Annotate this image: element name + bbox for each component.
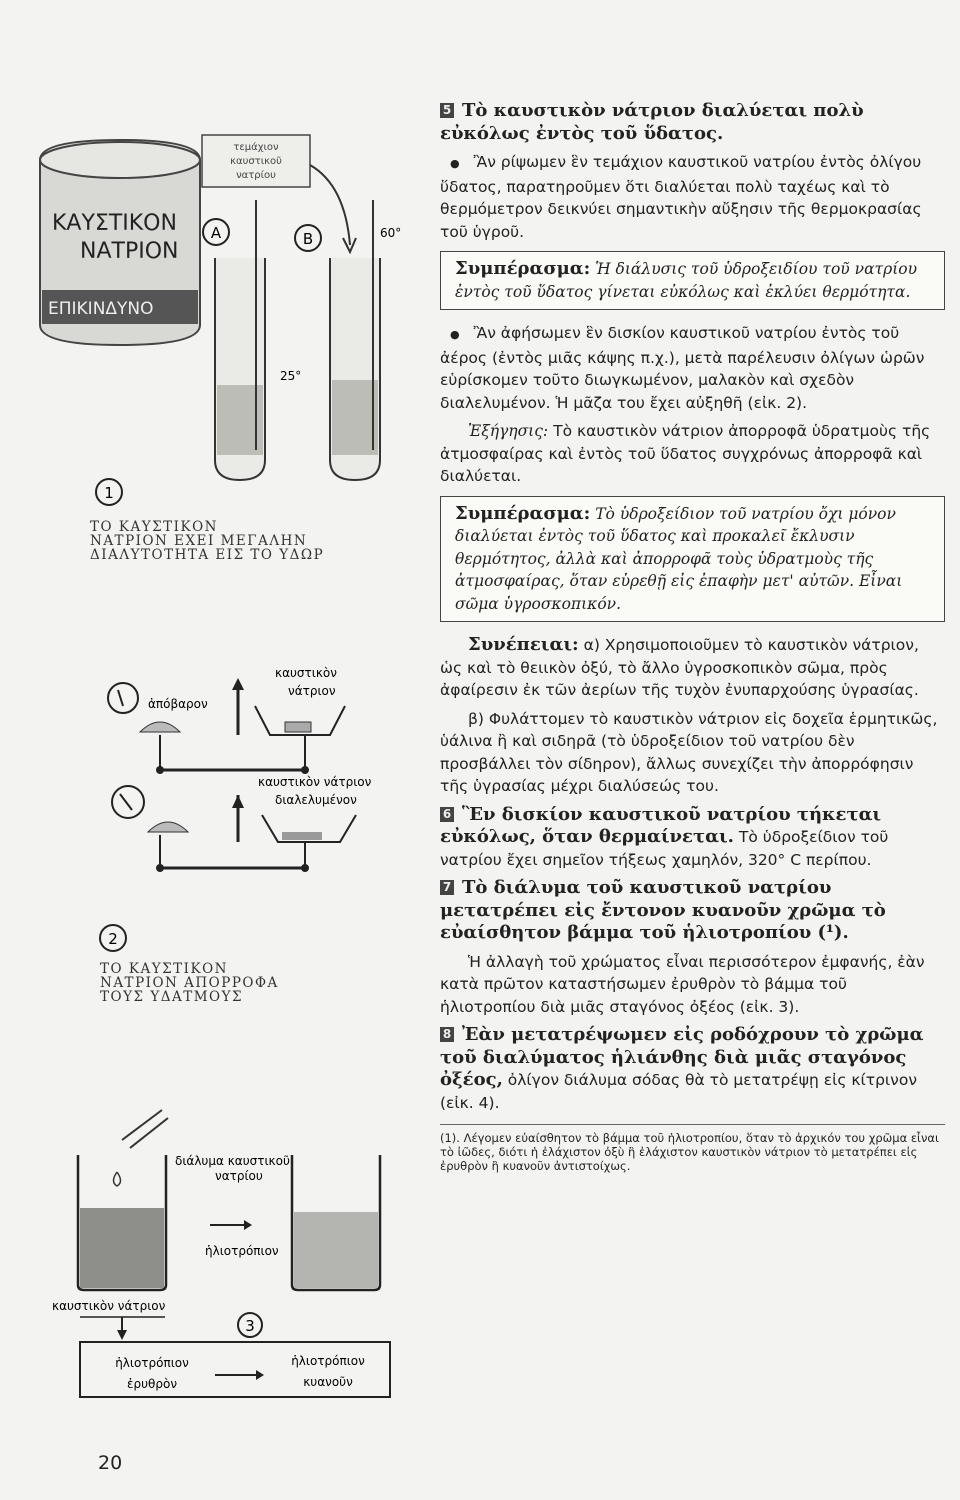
- piece-label-3: νατρίου: [236, 170, 276, 181]
- section-6: 6 Ἓν δισκίον καυστικοῦ νατρίου τήκεται εὐκόλως, ὅταν θερμαίνεται. Τὸ ὑδροξείδιον τοῦ νατρίου ἔχει σημεῖον τήξεως χαμηλόν, 320° C περίπου.: [440, 803, 889, 869]
- consequences-b: β) Φυλάττομεν τὸ καυστικὸν νάτριον εἰς δοχεῖα ἑρμητικῶς, ὑάλινα ἢ καὶ σιδηρᾶ (τὸ ὑδροξείδιον τοῦ νατρίου δὲν προσβάλλει τὸν σίδηρον), ἄλλως συνεχίζει τὴν ἀπορρόφησιν τῆς ὑγρασίας μέχρι διαλύσεώς του.: [440, 709, 938, 795]
- label-dissolved-1: καυστικὸν νάτριον: [258, 775, 372, 789]
- section-8: 8 Ἐὰν μετατρέψωμεν εἰς ροδόχρουν τὸ χρῶμα τοῦ διαλύματος ἡλιάνθης διὰ μιᾶς σταγόνος ὀξέος, ὀλίγον διάλυμα σόδας θὰ τὸ μετατρέψῃ εἰς κίτρινον (εἰκ. 4).: [440, 1024, 924, 1112]
- tube-a-label: A: [210, 224, 222, 242]
- label-tare: ἀπόβαρον: [148, 697, 208, 711]
- label-dissolved-2: διαλελυμένον: [275, 793, 357, 807]
- figure-1-illustration: [40, 135, 401, 505]
- figure-2-number: 2: [108, 930, 118, 948]
- section-5-paragraph-1: ● Ἂν ρίψωμεν ἓν τεμάχιον καυστικοῦ νατρίου ἐντὸς ὀλίγου ὕδατος, παρατηροῦμεν ὅτι διαλύεται πολὺ ταχέως καὶ τὸ θερμόμετρον δεικνύει σημαντικὴν αὔξησιν τῆς θερμοκρασίας τοῦ ὑγροῦ.: [440, 151, 945, 243]
- can-label-1: ΚΑΥΣΤΙΚΟΝ: [52, 211, 177, 236]
- figure-2-caption: ΤΟ ΚΑΥΣΤΙΚΟΝ ΝΑΤΡΙΟΝ ΑΠΟΡΡΟΦΑ ΤΟΥΣ ΥΔΑΤΜΟΥΣ: [100, 961, 279, 1005]
- figure-2-illustration: [100, 666, 372, 951]
- section-5-heading: 5 Τὸ καυστικὸν νάτριον διαλύεται πολὺ εὐκόλως ἐντὸς τοῦ ὕδατος.: [440, 100, 864, 144]
- conclusion-box-2: Συμπέρασμα: Τὸ ὑδροξείδιον τοῦ νατρίου ὄχι μόνον διαλύεται ἐντὸς τοῦ ὕδατος καὶ προκαλεῖ ἔκλυσιν θερμότητος, ἀλλὰ καὶ ἀπορροφᾶ τοὺς ὑδρατμοὺς τῆς ἀτμοσφαίρας, ὅταν εὑρεθῇ εἰς ἐπαφὴν μετ' αὐτῶν. Εἶναι σῶμα ὑγροσκοπικόν.: [440, 496, 945, 623]
- figures-column: [0, 0, 440, 1500]
- page-number: 20: [98, 1452, 123, 1474]
- label-naoh-1: καυστικὸν: [275, 666, 337, 680]
- piece-label-2: καυστικοῦ: [230, 156, 282, 167]
- temp-low: 25°: [280, 369, 302, 383]
- footnote: (1). Λέγομεν εὐαίσθητον τὸ βάμμα τοῦ ἡλιοτροπίου, ὅταν τὸ ἀρχικόν του χρῶμα εἶναι τὸ ἰῶδες, διότι ἡ ἐλάχιστον ὀξὺ ἢ ἐλάχιστον καυστικὸν νάτριον τὸ μετατρέπει εἰς ἐρυθρὸν ἢ κυανοῦν ἀντιστοίχως.: [440, 1124, 945, 1173]
- box-right-2: κυανοῦν: [303, 1375, 353, 1389]
- can-label-2: ΝΑΤΡΙΟΝ: [80, 239, 179, 264]
- piece-label-1: τεμάχιον: [233, 142, 279, 153]
- consequences-a: Συνέπειαι: α) Χρησιμοποιοῦμεν τὸ καυστικὸν νάτριον, ὡς καὶ τὸ θειικὸν ὀξύ, τὸ ἄλλο ὑγροσκοπικὸν σῶμα, πρὸς ἀφαίρεσιν ἐκ τῶν ἀερίων τῆς τυχὸν ἐνυπαρχούσης ὑγρασίας.: [440, 634, 919, 699]
- temp-high: 60°: [380, 226, 402, 240]
- section-7-heading: 7 Τὸ διάλυμα τοῦ καυστικοῦ νατρίου μετατρέπει εἰς ἔντονον κυανοῦν χρῶμα τὸ εὐαίσθητον βάμμα τοῦ ἡλιοτροπίου (¹).: [440, 877, 886, 943]
- figure-1-number: 1: [104, 484, 114, 502]
- figure-3-number: 3: [245, 1317, 255, 1335]
- figure-1-caption: ΤΟ ΚΑΥΣΤΙΚΟΝ ΝΑΤΡΙΟΝ ΕΧΕΙ ΜΕΓΑΛΗΝ ΔΙΑΛΥΤΟΤΗΤΑ ΕΙΣ ΤΟ ΥΔΩΡ: [90, 519, 325, 563]
- label-solution-1: διάλυμα καυστικοῦ: [175, 1154, 290, 1168]
- tube-b-label: B: [302, 230, 314, 248]
- figure-3-illustration: [52, 1110, 390, 1397]
- label-litmus: ἡλιοτρόπιον: [205, 1244, 279, 1258]
- label-solution-2: νατρίου: [215, 1169, 263, 1183]
- section-5-explanation: Ἐξήγησις: Τὸ καυστικὸν νάτριον ἀπορροφᾶ ὑδρατμοὺς τῆς ἀτμοσφαίρας καὶ ἐντὸς τοῦ ὕδατος συγχρόνως ἀπορροφᾶ καὶ διαλύεται.: [440, 422, 931, 485]
- label-naoh-2: νάτριον: [288, 684, 336, 698]
- box-left-2: ἐρυθρὸν: [126, 1377, 178, 1391]
- box-left-1: ἡλιοτρόπιον: [115, 1356, 189, 1370]
- conclusion-box-1: Συμπέρασμα: Ἡ διάλυσις τοῦ ὑδροξειδίου τοῦ νατρίου ἐντὸς τοῦ ὕδατος γίνεται εὐκόλως καὶ ἐκλύει θερμότητα.: [440, 251, 945, 310]
- can-warning: ΕΠΙΚΙΝΔΥΝΟ: [48, 299, 154, 319]
- section-5-paragraph-2: ● Ἂν ἀφήσωμεν ἓν δισκίον καυστικοῦ νατρίου ἐντὸς τοῦ ἀέρος (ἐντὸς μιᾶς κάψης π.χ.), μετὰ παρέλευσιν ὀλίγων ὡρῶν εὑρίσκομεν τοῦτο διωγκωμένον, μαλακὸν καὶ σχεδὸν διαλελυμένον. Ἡ μᾶζα του ἔχει αὐξηθῆ (εἰκ. 2).: [440, 322, 945, 414]
- box-right-1: ἡλιοτρόπιον: [291, 1354, 365, 1368]
- label-naoh: καυστικὸν νάτριον: [52, 1299, 166, 1313]
- section-7-text: Ἡ ἀλλαγὴ τοῦ χρώματος εἶναι περισσότερον ἐμφανής, ἐὰν κατὰ πρῶτον καταστήσωμεν ἐρυθρὸν τὸ βάμμα τοῦ ἡλιοτροπίου διὰ μιᾶς σταγόνος ὀξέος (εἰκ. 3).: [440, 952, 925, 1016]
- text-column: [440, 100, 945, 1173]
